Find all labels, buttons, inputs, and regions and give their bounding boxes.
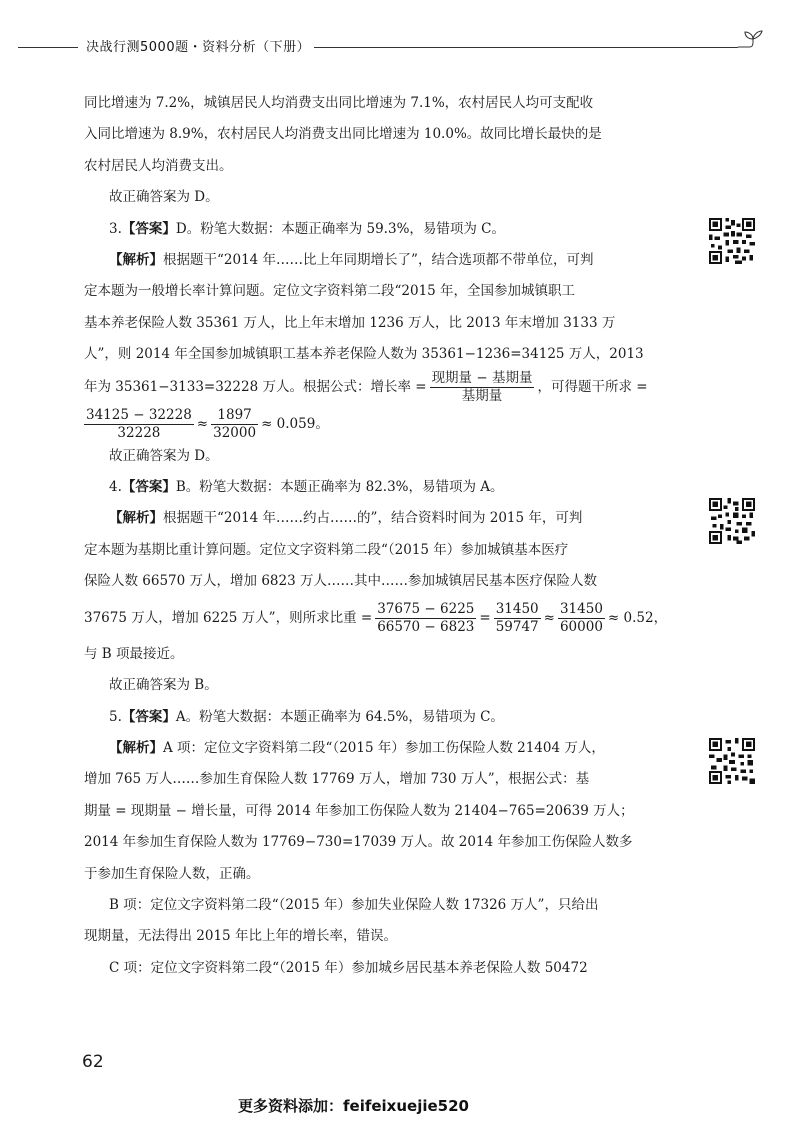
q4-answer-line bbox=[84, 472, 678, 503]
page-number: 62 bbox=[82, 1052, 104, 1072]
q3-fraction-2-num: 1897 bbox=[211, 408, 258, 425]
growth-rate-numerator: 现期量 − 基期量 bbox=[431, 369, 533, 386]
q5-a-line-2: 增加 765 万人……参加生育保险人数 17769 万人，增加 730 万人”，根据公式：基 bbox=[84, 771, 590, 788]
page-header bbox=[0, 30, 800, 58]
q3-exp-line-1 bbox=[84, 245, 678, 276]
q5-a-line-3: 期量 = 现期量 − 增长量，可得 2014 年参加工伤保险人数为 21404−765=20639 万人； bbox=[84, 802, 634, 819]
q5-answer-tag: 【答案】 bbox=[121, 708, 176, 725]
q4-fraction-1 bbox=[375, 602, 476, 635]
q3-fraction-1-den: 32228 bbox=[117, 424, 161, 441]
intro-line-1: 同比增速为 7.2%，城镇居民人均消费支出同比增速为 7.1%，农村居民人均可支配收 bbox=[84, 95, 594, 111]
q4-approx: ≈ bbox=[543, 609, 555, 626]
q4-exp-line-4 bbox=[84, 602, 678, 635]
page-body bbox=[84, 88, 678, 984]
intro-line-3: 农村居民人均消费支出。 bbox=[84, 157, 233, 174]
q5-exp-tag: 【解析】 bbox=[109, 739, 163, 756]
q4-fraction-2-den: 59747 bbox=[495, 618, 539, 635]
header-rule-left bbox=[18, 47, 78, 48]
q3-fraction-1 bbox=[84, 408, 194, 441]
qr-code-q5[interactable] bbox=[709, 738, 755, 784]
q4-answer-tag: 【答案】 bbox=[121, 479, 176, 496]
q5-b-line-2: 现期量，无法得出 2015 年比上年的增长率，错误。 bbox=[84, 928, 397, 945]
qr-code-icon bbox=[709, 218, 755, 264]
q4-fraction-1-den: 66570 − 6823 bbox=[377, 618, 475, 635]
q4-final-answer: 故正确答案为 B。 bbox=[109, 677, 218, 694]
q5-c-line-1: C 项：定位文字资料第二段“（2015 年）参加城乡居民基本养老保险人数 50472 bbox=[109, 959, 588, 976]
q4-exp-line-3: 保险人数 66570 万人，增加 6823 万人……其中……参加城镇居民基本医疗保险人数 bbox=[84, 573, 597, 590]
intro-line-2: 入同比增速为 8.9%，农村居民人均消费支出同比增速为 10.0%。故同比增长最快的是 bbox=[84, 126, 602, 143]
q3-approx: ≈ bbox=[196, 415, 209, 432]
q3-answer-tag: 【答案】 bbox=[121, 220, 176, 237]
q3-fraction-2-den: 32000 bbox=[213, 424, 257, 441]
sprout-icon bbox=[736, 30, 770, 56]
q4-fraction-3-den: 60000 bbox=[559, 618, 603, 635]
q3-fraction-1-num: 34125 − 32228 bbox=[86, 406, 192, 423]
q5-a-line-1 bbox=[84, 733, 678, 764]
q3-exp-line-2: 定本题为一般增长率计算问题。定位文字资料第二段“2015 年，全国参加城镇职工 bbox=[84, 283, 576, 300]
q4-exp-text-4: 37675 万人，增加 6225 万人”，则所求比重 = bbox=[84, 609, 373, 626]
q4-fraction-2-num: 31450 bbox=[495, 600, 539, 617]
q5-a-line-5: 于参加生育保险人数，正确。 bbox=[84, 865, 260, 882]
q4-exp-tag: 【解析】 bbox=[109, 510, 163, 527]
q3-number: 3. bbox=[109, 220, 122, 237]
q4-exp-line-2: 定本题为基期比重计算问题。定位文字资料第二段“（2015 年）参加城镇基本医疗 bbox=[84, 541, 569, 558]
q4-equals: = bbox=[479, 609, 491, 626]
q3-exp-text-5a: 年为 35361−3133=32228 万人。根据公式：增长率 = bbox=[84, 378, 427, 395]
q4-fraction-3-num: 31450 bbox=[559, 600, 603, 617]
growth-rate-denominator: 基期量 bbox=[461, 387, 503, 404]
footer-text: 更多资料添加：feifeixuejie520 bbox=[238, 1097, 469, 1115]
q5-a-line-4: 2014 年参加生育保险人数为 17769−730=17039 万人。故 2014 年参加工伤保险人数多 bbox=[84, 834, 633, 851]
q4-fraction-2 bbox=[494, 602, 541, 635]
qr-code-q4[interactable] bbox=[709, 498, 755, 544]
q4-exp-line-5: 与 B 项最接近。 bbox=[84, 645, 184, 662]
qr-code-icon bbox=[709, 738, 755, 784]
q4-number: 4. bbox=[109, 479, 122, 496]
q4-exp-text-1: 根据题干“2014 年……约占……的”，结合资料时间为 2015 年，可判 bbox=[163, 510, 583, 527]
q4-fraction-1-num: 37675 − 6225 bbox=[377, 600, 475, 617]
q5-b-line-1: B 项：定位文字资料第二段“（2015 年）参加失业保险人数 17326 万人”，只给出 bbox=[109, 896, 599, 913]
q3-exp-tag: 【解析】 bbox=[109, 252, 163, 269]
q2-answer: 故正确答案为 D。 bbox=[109, 189, 219, 206]
qr-code-icon bbox=[709, 498, 755, 544]
q3-exp-text-1: 根据题干“2014 年……比上年同期增长了”，结合选项都不带单位，可判 bbox=[163, 252, 594, 269]
header-rule-right bbox=[310, 47, 738, 48]
q4-answer-text: B。粉笔大数据：本题正确率为 82.3%，易错项为 A。 bbox=[175, 479, 504, 496]
q3-exp-line-4: 人”，则 2014 年全国参加城镇职工基本养老保险人数为 35361−1236=34125 万人，2013 bbox=[84, 346, 644, 363]
q3-exp-text-5b: ，可得题干所求 = bbox=[537, 378, 648, 395]
q3-calc-line bbox=[84, 408, 678, 441]
q3-fraction-2 bbox=[211, 408, 258, 441]
q5-answer-line bbox=[84, 702, 678, 733]
header-title: 决战行测5000题・资料分析（下册） bbox=[82, 36, 314, 55]
q4-calc-result: ≈ 0.52， bbox=[607, 609, 668, 626]
q3-exp-line-3: 基本养老保险人数 35361 万人，比上年末增加 1236 万人，比 2013 年末增加 3133 万 bbox=[84, 314, 616, 331]
q5-a-text-1: A 项：定位文字资料第二段“（2015 年）参加工伤保险人数 21404 万人， bbox=[163, 739, 605, 756]
q3-exp-line-5 bbox=[84, 371, 678, 404]
q5-number: 5. bbox=[109, 708, 122, 725]
qr-code-q3[interactable] bbox=[709, 218, 755, 264]
q3-final-answer: 故正确答案为 D。 bbox=[109, 447, 219, 464]
q3-calc-result: ≈ 0.059。 bbox=[261, 415, 329, 432]
q3-answer-line bbox=[84, 214, 678, 245]
q5-answer-text: A。粉笔大数据：本题正确率为 64.5%，易错项为 C。 bbox=[175, 708, 504, 725]
growth-rate-formula bbox=[430, 371, 535, 404]
q3-answer-text: D。粉笔大数据：本题正确率为 59.3%，易错项为 C。 bbox=[175, 220, 506, 237]
q4-exp-line-1 bbox=[84, 503, 678, 534]
q4-fraction-3 bbox=[558, 602, 605, 635]
